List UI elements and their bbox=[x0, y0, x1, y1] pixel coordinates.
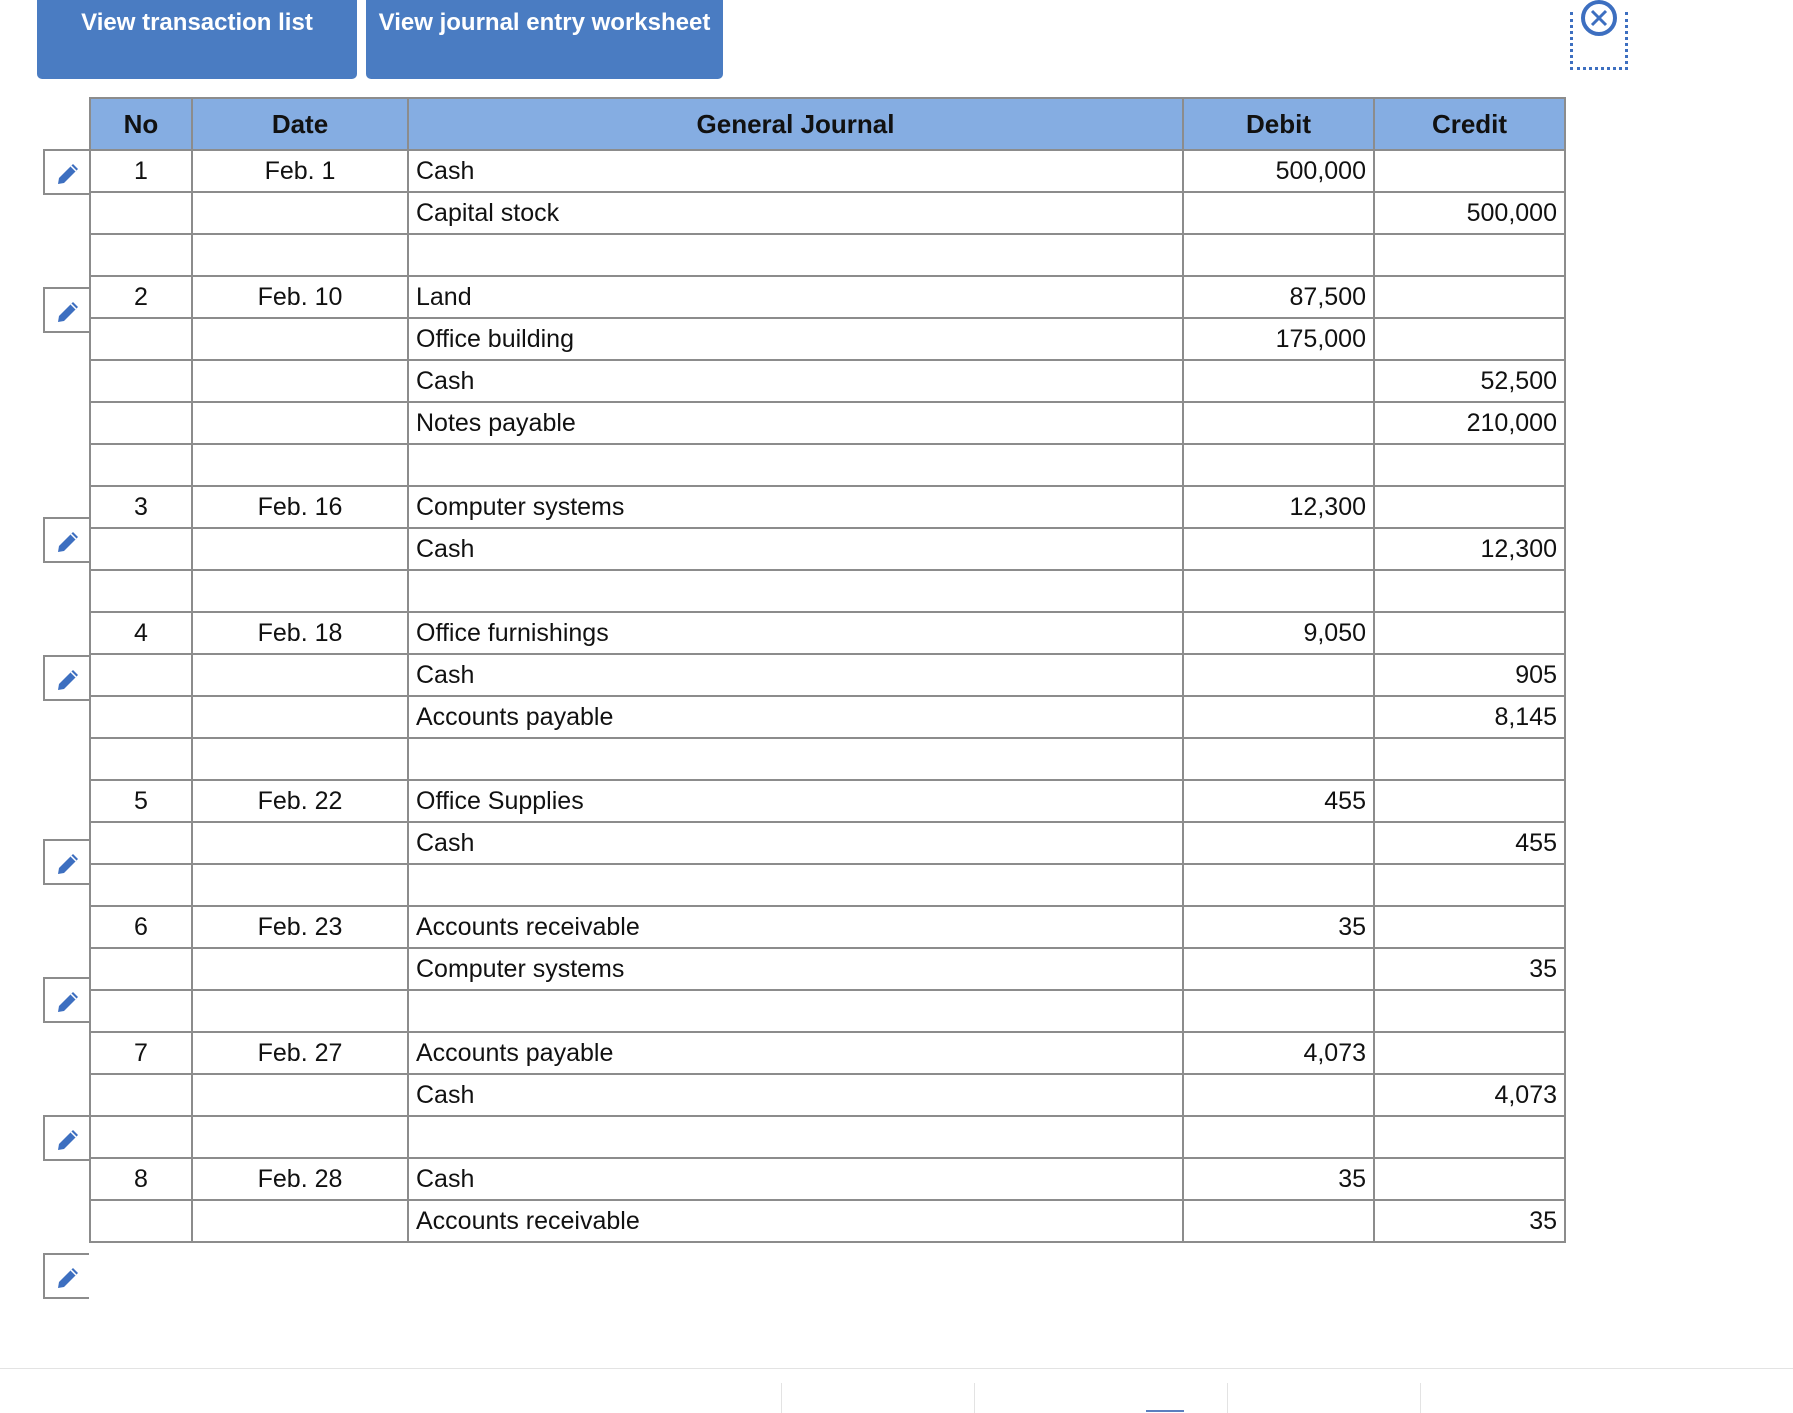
credit-amount: 8,145 bbox=[1374, 696, 1565, 738]
edit-entry-button[interactable] bbox=[43, 977, 89, 1023]
pencil-icon bbox=[54, 298, 82, 326]
credit-amount bbox=[1374, 1032, 1565, 1074]
entry-date: Feb. 10 bbox=[192, 276, 408, 318]
table-row bbox=[90, 150, 1565, 192]
bottom-separator bbox=[1420, 1383, 1421, 1413]
debit-amount bbox=[1183, 738, 1374, 780]
credit-amount bbox=[1374, 444, 1565, 486]
table-row bbox=[90, 444, 1565, 486]
edit-entry-button[interactable] bbox=[43, 287, 89, 333]
entry-date bbox=[192, 1200, 408, 1242]
bottom-separator bbox=[781, 1383, 782, 1413]
table-row bbox=[90, 486, 1565, 528]
table-row bbox=[90, 360, 1565, 402]
account-name bbox=[408, 444, 1183, 486]
edit-entry-button[interactable] bbox=[43, 517, 89, 563]
debit-amount bbox=[1183, 990, 1374, 1032]
pencil-icon bbox=[54, 1264, 82, 1292]
account-name bbox=[408, 1116, 1183, 1158]
entry-number bbox=[90, 1200, 192, 1242]
entry-number: 5 bbox=[90, 780, 192, 822]
account-name: Office furnishings bbox=[408, 612, 1183, 654]
entry-number bbox=[90, 1074, 192, 1116]
credit-amount: 4,073 bbox=[1374, 1074, 1565, 1116]
credit-amount bbox=[1374, 906, 1565, 948]
debit-amount bbox=[1183, 192, 1374, 234]
debit-amount: 500,000 bbox=[1183, 150, 1374, 192]
account-name: Accounts payable bbox=[408, 696, 1183, 738]
debit-amount: 35 bbox=[1183, 906, 1374, 948]
entry-number: 8 bbox=[90, 1158, 192, 1200]
debit-amount bbox=[1183, 402, 1374, 444]
header-general-journal: General Journal bbox=[408, 98, 1183, 150]
account-name: Computer systems bbox=[408, 948, 1183, 990]
table-row bbox=[90, 864, 1565, 906]
entry-date: Feb. 27 bbox=[192, 1032, 408, 1074]
edit-entry-button[interactable] bbox=[43, 149, 89, 195]
pencil-icon bbox=[54, 528, 82, 556]
debit-amount bbox=[1183, 444, 1374, 486]
entry-date: Feb. 16 bbox=[192, 486, 408, 528]
debit-amount: 4,073 bbox=[1183, 1032, 1374, 1074]
credit-amount bbox=[1374, 318, 1565, 360]
account-name: Cash bbox=[408, 528, 1183, 570]
pencil-icon bbox=[54, 1126, 82, 1154]
pencil-icon bbox=[54, 666, 82, 694]
table-row bbox=[90, 948, 1565, 990]
account-name: Land bbox=[408, 276, 1183, 318]
debit-amount: 12,300 bbox=[1183, 486, 1374, 528]
account-name: Accounts payable bbox=[408, 1032, 1183, 1074]
entry-date bbox=[192, 1074, 408, 1116]
account-name bbox=[408, 738, 1183, 780]
entry-number bbox=[90, 864, 192, 906]
table-row bbox=[90, 612, 1565, 654]
entry-number bbox=[90, 360, 192, 402]
account-name: Accounts receivable bbox=[408, 906, 1183, 948]
entry-number bbox=[90, 402, 192, 444]
account-name bbox=[408, 570, 1183, 612]
header-debit: Debit bbox=[1183, 98, 1374, 150]
table-row bbox=[90, 1074, 1565, 1116]
entry-number: 3 bbox=[90, 486, 192, 528]
header-credit: Credit bbox=[1374, 98, 1565, 150]
debit-amount bbox=[1183, 1200, 1374, 1242]
entry-date bbox=[192, 402, 408, 444]
account-name: Notes payable bbox=[408, 402, 1183, 444]
credit-amount bbox=[1374, 1116, 1565, 1158]
entry-date: Feb. 1 bbox=[192, 150, 408, 192]
table-row bbox=[90, 1032, 1565, 1074]
entry-number: 1 bbox=[90, 150, 192, 192]
entry-date bbox=[192, 528, 408, 570]
edit-entry-button[interactable] bbox=[43, 1253, 89, 1299]
close-circle-icon bbox=[1579, 0, 1619, 38]
general-journal-table bbox=[89, 97, 1566, 1243]
view-journal-entry-worksheet-button[interactable]: View journal entry worksheet bbox=[366, 0, 723, 79]
table-row bbox=[90, 276, 1565, 318]
table-row bbox=[90, 570, 1565, 612]
credit-amount: 905 bbox=[1374, 654, 1565, 696]
entry-number: 7 bbox=[90, 1032, 192, 1074]
entry-number bbox=[90, 948, 192, 990]
pencil-icon bbox=[54, 850, 82, 878]
debit-amount: 9,050 bbox=[1183, 612, 1374, 654]
credit-amount: 52,500 bbox=[1374, 360, 1565, 402]
credit-amount bbox=[1374, 1158, 1565, 1200]
table-row bbox=[90, 906, 1565, 948]
entry-date bbox=[192, 864, 408, 906]
debit-amount: 175,000 bbox=[1183, 318, 1374, 360]
entry-number bbox=[90, 654, 192, 696]
debit-amount: 35 bbox=[1183, 1158, 1374, 1200]
credit-amount: 35 bbox=[1374, 948, 1565, 990]
credit-amount: 12,300 bbox=[1374, 528, 1565, 570]
entry-number bbox=[90, 444, 192, 486]
account-name: Cash bbox=[408, 360, 1183, 402]
table-row bbox=[90, 1116, 1565, 1158]
header-row bbox=[90, 98, 1565, 150]
credit-amount: 35 bbox=[1374, 1200, 1565, 1242]
debit-amount bbox=[1183, 234, 1374, 276]
bottom-separator bbox=[974, 1383, 975, 1413]
credit-amount bbox=[1374, 150, 1565, 192]
bottom-divider bbox=[0, 1368, 1793, 1369]
entry-number bbox=[90, 1116, 192, 1158]
entry-date: Feb. 23 bbox=[192, 906, 408, 948]
account-name: Cash bbox=[408, 654, 1183, 696]
pencil-icon bbox=[54, 160, 82, 188]
entry-date bbox=[192, 738, 408, 780]
edit-entry-button[interactable] bbox=[43, 839, 89, 885]
table-row bbox=[90, 1158, 1565, 1200]
entry-date bbox=[192, 318, 408, 360]
debit-amount bbox=[1183, 822, 1374, 864]
table-row bbox=[90, 990, 1565, 1032]
account-name: Office building bbox=[408, 318, 1183, 360]
debit-amount: 87,500 bbox=[1183, 276, 1374, 318]
account-name bbox=[408, 990, 1183, 1032]
credit-amount: 500,000 bbox=[1374, 192, 1565, 234]
entry-date: Feb. 22 bbox=[192, 780, 408, 822]
entry-number bbox=[90, 738, 192, 780]
table-row bbox=[90, 402, 1565, 444]
debit-amount bbox=[1183, 1074, 1374, 1116]
account-name: Cash bbox=[408, 150, 1183, 192]
debit-amount bbox=[1183, 528, 1374, 570]
entry-number bbox=[90, 822, 192, 864]
entry-number bbox=[90, 318, 192, 360]
entry-date bbox=[192, 654, 408, 696]
account-name: Cash bbox=[408, 1074, 1183, 1116]
debit-amount: 455 bbox=[1183, 780, 1374, 822]
edit-entry-button[interactable] bbox=[43, 655, 89, 701]
entry-number: 4 bbox=[90, 612, 192, 654]
entry-number bbox=[90, 192, 192, 234]
account-name: Cash bbox=[408, 822, 1183, 864]
header-no: No bbox=[90, 98, 192, 150]
view-transaction-list-button[interactable]: View transaction list bbox=[37, 0, 357, 79]
entry-date: Feb. 28 bbox=[192, 1158, 408, 1200]
account-name: Computer systems bbox=[408, 486, 1183, 528]
debit-amount bbox=[1183, 360, 1374, 402]
entry-date bbox=[192, 444, 408, 486]
close-button[interactable] bbox=[1570, 12, 1628, 70]
table-row bbox=[90, 738, 1565, 780]
header-date: Date bbox=[192, 98, 408, 150]
credit-amount bbox=[1374, 276, 1565, 318]
credit-amount bbox=[1374, 990, 1565, 1032]
credit-amount bbox=[1374, 738, 1565, 780]
credit-amount bbox=[1374, 612, 1565, 654]
credit-amount bbox=[1374, 864, 1565, 906]
account-name bbox=[408, 864, 1183, 906]
debit-amount bbox=[1183, 864, 1374, 906]
entry-number bbox=[90, 570, 192, 612]
credit-amount: 210,000 bbox=[1374, 402, 1565, 444]
debit-amount bbox=[1183, 696, 1374, 738]
entry-date bbox=[192, 822, 408, 864]
bottom-separator bbox=[1227, 1383, 1228, 1413]
entry-date bbox=[192, 696, 408, 738]
credit-amount bbox=[1374, 570, 1565, 612]
entry-number bbox=[90, 528, 192, 570]
credit-amount bbox=[1374, 486, 1565, 528]
entry-date bbox=[192, 234, 408, 276]
table-row bbox=[90, 528, 1565, 570]
pencil-icon bbox=[54, 988, 82, 1016]
entry-number bbox=[90, 696, 192, 738]
entry-number: 6 bbox=[90, 906, 192, 948]
table-row bbox=[90, 780, 1565, 822]
edit-entry-button[interactable] bbox=[43, 1115, 89, 1161]
entry-date: Feb. 18 bbox=[192, 612, 408, 654]
account-name: Cash bbox=[408, 1158, 1183, 1200]
table-row bbox=[90, 696, 1565, 738]
account-name: Accounts receivable bbox=[408, 1200, 1183, 1242]
debit-amount bbox=[1183, 654, 1374, 696]
table-row bbox=[90, 654, 1565, 696]
account-name: Office Supplies bbox=[408, 780, 1183, 822]
entry-date bbox=[192, 192, 408, 234]
credit-amount bbox=[1374, 234, 1565, 276]
table-row bbox=[90, 1200, 1565, 1242]
table-row bbox=[90, 192, 1565, 234]
credit-amount: 455 bbox=[1374, 822, 1565, 864]
entry-date bbox=[192, 1116, 408, 1158]
table-row bbox=[90, 318, 1565, 360]
table-row bbox=[90, 822, 1565, 864]
account-name: Capital stock bbox=[408, 192, 1183, 234]
entry-number: 2 bbox=[90, 276, 192, 318]
entry-date bbox=[192, 360, 408, 402]
debit-amount bbox=[1183, 1116, 1374, 1158]
debit-amount bbox=[1183, 948, 1374, 990]
entry-number bbox=[90, 990, 192, 1032]
table-row bbox=[90, 234, 1565, 276]
entry-date bbox=[192, 570, 408, 612]
bottom-indicator bbox=[1146, 1410, 1184, 1412]
credit-amount bbox=[1374, 780, 1565, 822]
entry-date bbox=[192, 948, 408, 990]
entry-date bbox=[192, 990, 408, 1032]
entry-number bbox=[90, 234, 192, 276]
account-name bbox=[408, 234, 1183, 276]
debit-amount bbox=[1183, 570, 1374, 612]
